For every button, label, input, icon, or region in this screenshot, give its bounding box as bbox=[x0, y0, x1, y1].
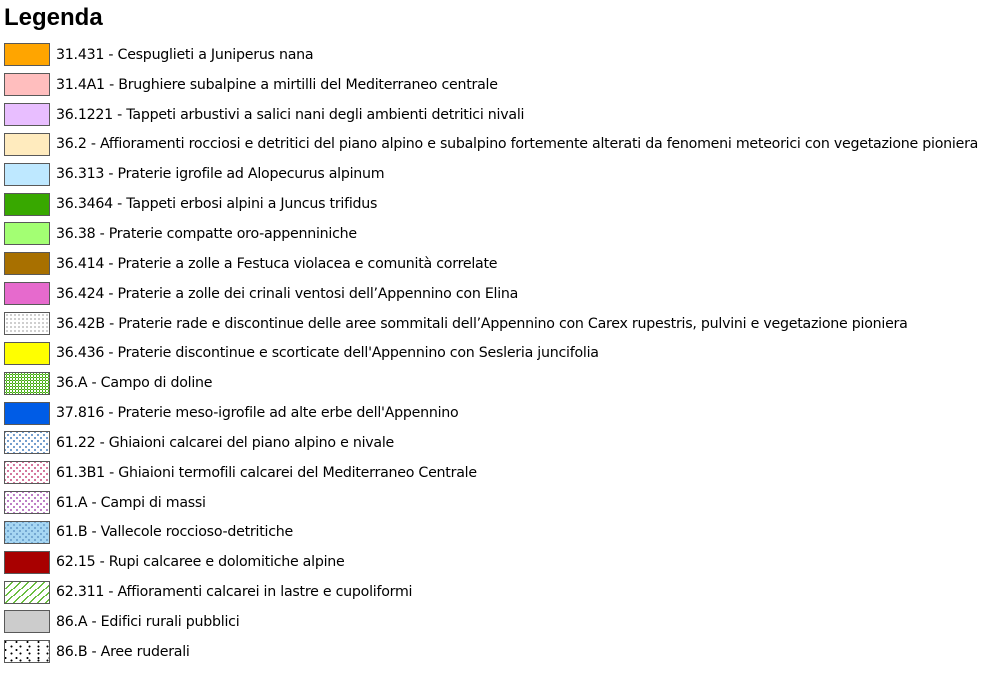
legend-swatch bbox=[4, 491, 50, 514]
legend-item bbox=[4, 159, 978, 189]
legend-label: 36.3464 - Tappeti erbosi alpini a Juncus trifidus bbox=[56, 196, 378, 213]
legend-item bbox=[4, 547, 978, 577]
legend-swatch bbox=[4, 282, 50, 305]
legend-swatch bbox=[4, 43, 50, 66]
legend-label: 36.A - Campo di doline bbox=[56, 375, 213, 392]
legend-label: 36.42B - Praterie rade e discontinue delle aree sommitali dell’Appennino con Carex rupestris, pulvini e vegetazione pioniera bbox=[56, 315, 908, 332]
legend-item bbox=[4, 100, 978, 130]
legend-label: 61.22 - Ghiaioni calcarei del piano alpino e nivale bbox=[56, 434, 395, 451]
legend-swatch bbox=[4, 610, 50, 633]
legend-label: 61.B - Vallecole roccioso-detritiche bbox=[56, 524, 293, 541]
legend-swatch bbox=[4, 461, 50, 484]
legend-list bbox=[4, 40, 978, 667]
legend-swatch bbox=[4, 551, 50, 574]
legend-item bbox=[4, 458, 978, 488]
legend-swatch bbox=[4, 222, 50, 245]
legend-item bbox=[4, 368, 978, 398]
legend-item bbox=[4, 428, 978, 458]
legend-swatch bbox=[4, 73, 50, 96]
legend-swatch bbox=[4, 640, 50, 663]
legend-swatch bbox=[4, 521, 50, 544]
legend-item bbox=[4, 607, 978, 637]
legend-label: 86.B - Aree ruderali bbox=[56, 643, 190, 660]
legend-label: 31.4A1 - Brughiere subalpine a mirtilli del Mediterraneo centrale bbox=[56, 76, 498, 93]
legend-item bbox=[4, 398, 978, 428]
legend-label: 36.1221 - Tappeti arbustivi a salici nani degli ambienti detritici nivali bbox=[56, 106, 525, 123]
legend-swatch bbox=[4, 312, 50, 335]
legend-item bbox=[4, 577, 978, 607]
legend-label: 36.2 - Affioramenti rocciosi e detritici del piano alpino e subalpino fortemente alterati da fenomeni meteorici con vegetazione pioniera bbox=[56, 136, 979, 153]
legend-label: 61.A - Campi di massi bbox=[56, 494, 206, 511]
legend-item bbox=[4, 488, 978, 518]
legend-item bbox=[4, 189, 978, 219]
legend-swatch bbox=[4, 103, 50, 126]
legend-item bbox=[4, 309, 978, 339]
legend-swatch bbox=[4, 342, 50, 365]
legend-label: 36.436 - Praterie discontinue e scorticate dell'Appennino con Sesleria juncifolia bbox=[56, 345, 599, 362]
legend-swatch bbox=[4, 372, 50, 395]
legend-item bbox=[4, 338, 978, 368]
legend-item bbox=[4, 279, 978, 309]
legend-swatch bbox=[4, 252, 50, 275]
legend-swatch bbox=[4, 133, 50, 156]
legend-item bbox=[4, 70, 978, 100]
legend-swatch bbox=[4, 193, 50, 216]
legend-label: 37.816 - Praterie meso-igrofile ad alte erbe dell'Appennino bbox=[56, 405, 459, 422]
legend-label: 61.3B1 - Ghiaioni termofili calcarei del Mediterraneo Centrale bbox=[56, 464, 477, 481]
legend-item bbox=[4, 249, 978, 279]
legend-swatch bbox=[4, 163, 50, 186]
legend-title: Legenda bbox=[4, 4, 103, 31]
legend-label: 36.414 - Praterie a zolle a Festuca violacea e comunità correlate bbox=[56, 255, 498, 272]
legend-swatch bbox=[4, 402, 50, 425]
legend-label: 62.15 - Rupi calcaree e dolomitiche alpine bbox=[56, 554, 345, 571]
legend-label: 36.424 - Praterie a zolle dei crinali ventosi dell’Appennino con Elina bbox=[56, 285, 519, 302]
legend-swatch bbox=[4, 431, 50, 454]
legend-item bbox=[4, 637, 978, 667]
legend-swatch bbox=[4, 581, 50, 604]
legend-item bbox=[4, 130, 978, 160]
legend-item bbox=[4, 518, 978, 548]
legend-label: 31.431 - Cespuglieti a Juniperus nana bbox=[56, 46, 314, 63]
legend-item bbox=[4, 219, 978, 249]
legend-label: 86.A - Edifici rurali pubblici bbox=[56, 613, 240, 630]
legend-label: 36.313 - Praterie igrofile ad Alopecurus alpinum bbox=[56, 166, 385, 183]
legend-item bbox=[4, 40, 978, 70]
legend-label: 62.311 - Affioramenti calcarei in lastre e cupoliformi bbox=[56, 584, 413, 601]
legend-label: 36.38 - Praterie compatte oro-appenniniche bbox=[56, 225, 357, 242]
